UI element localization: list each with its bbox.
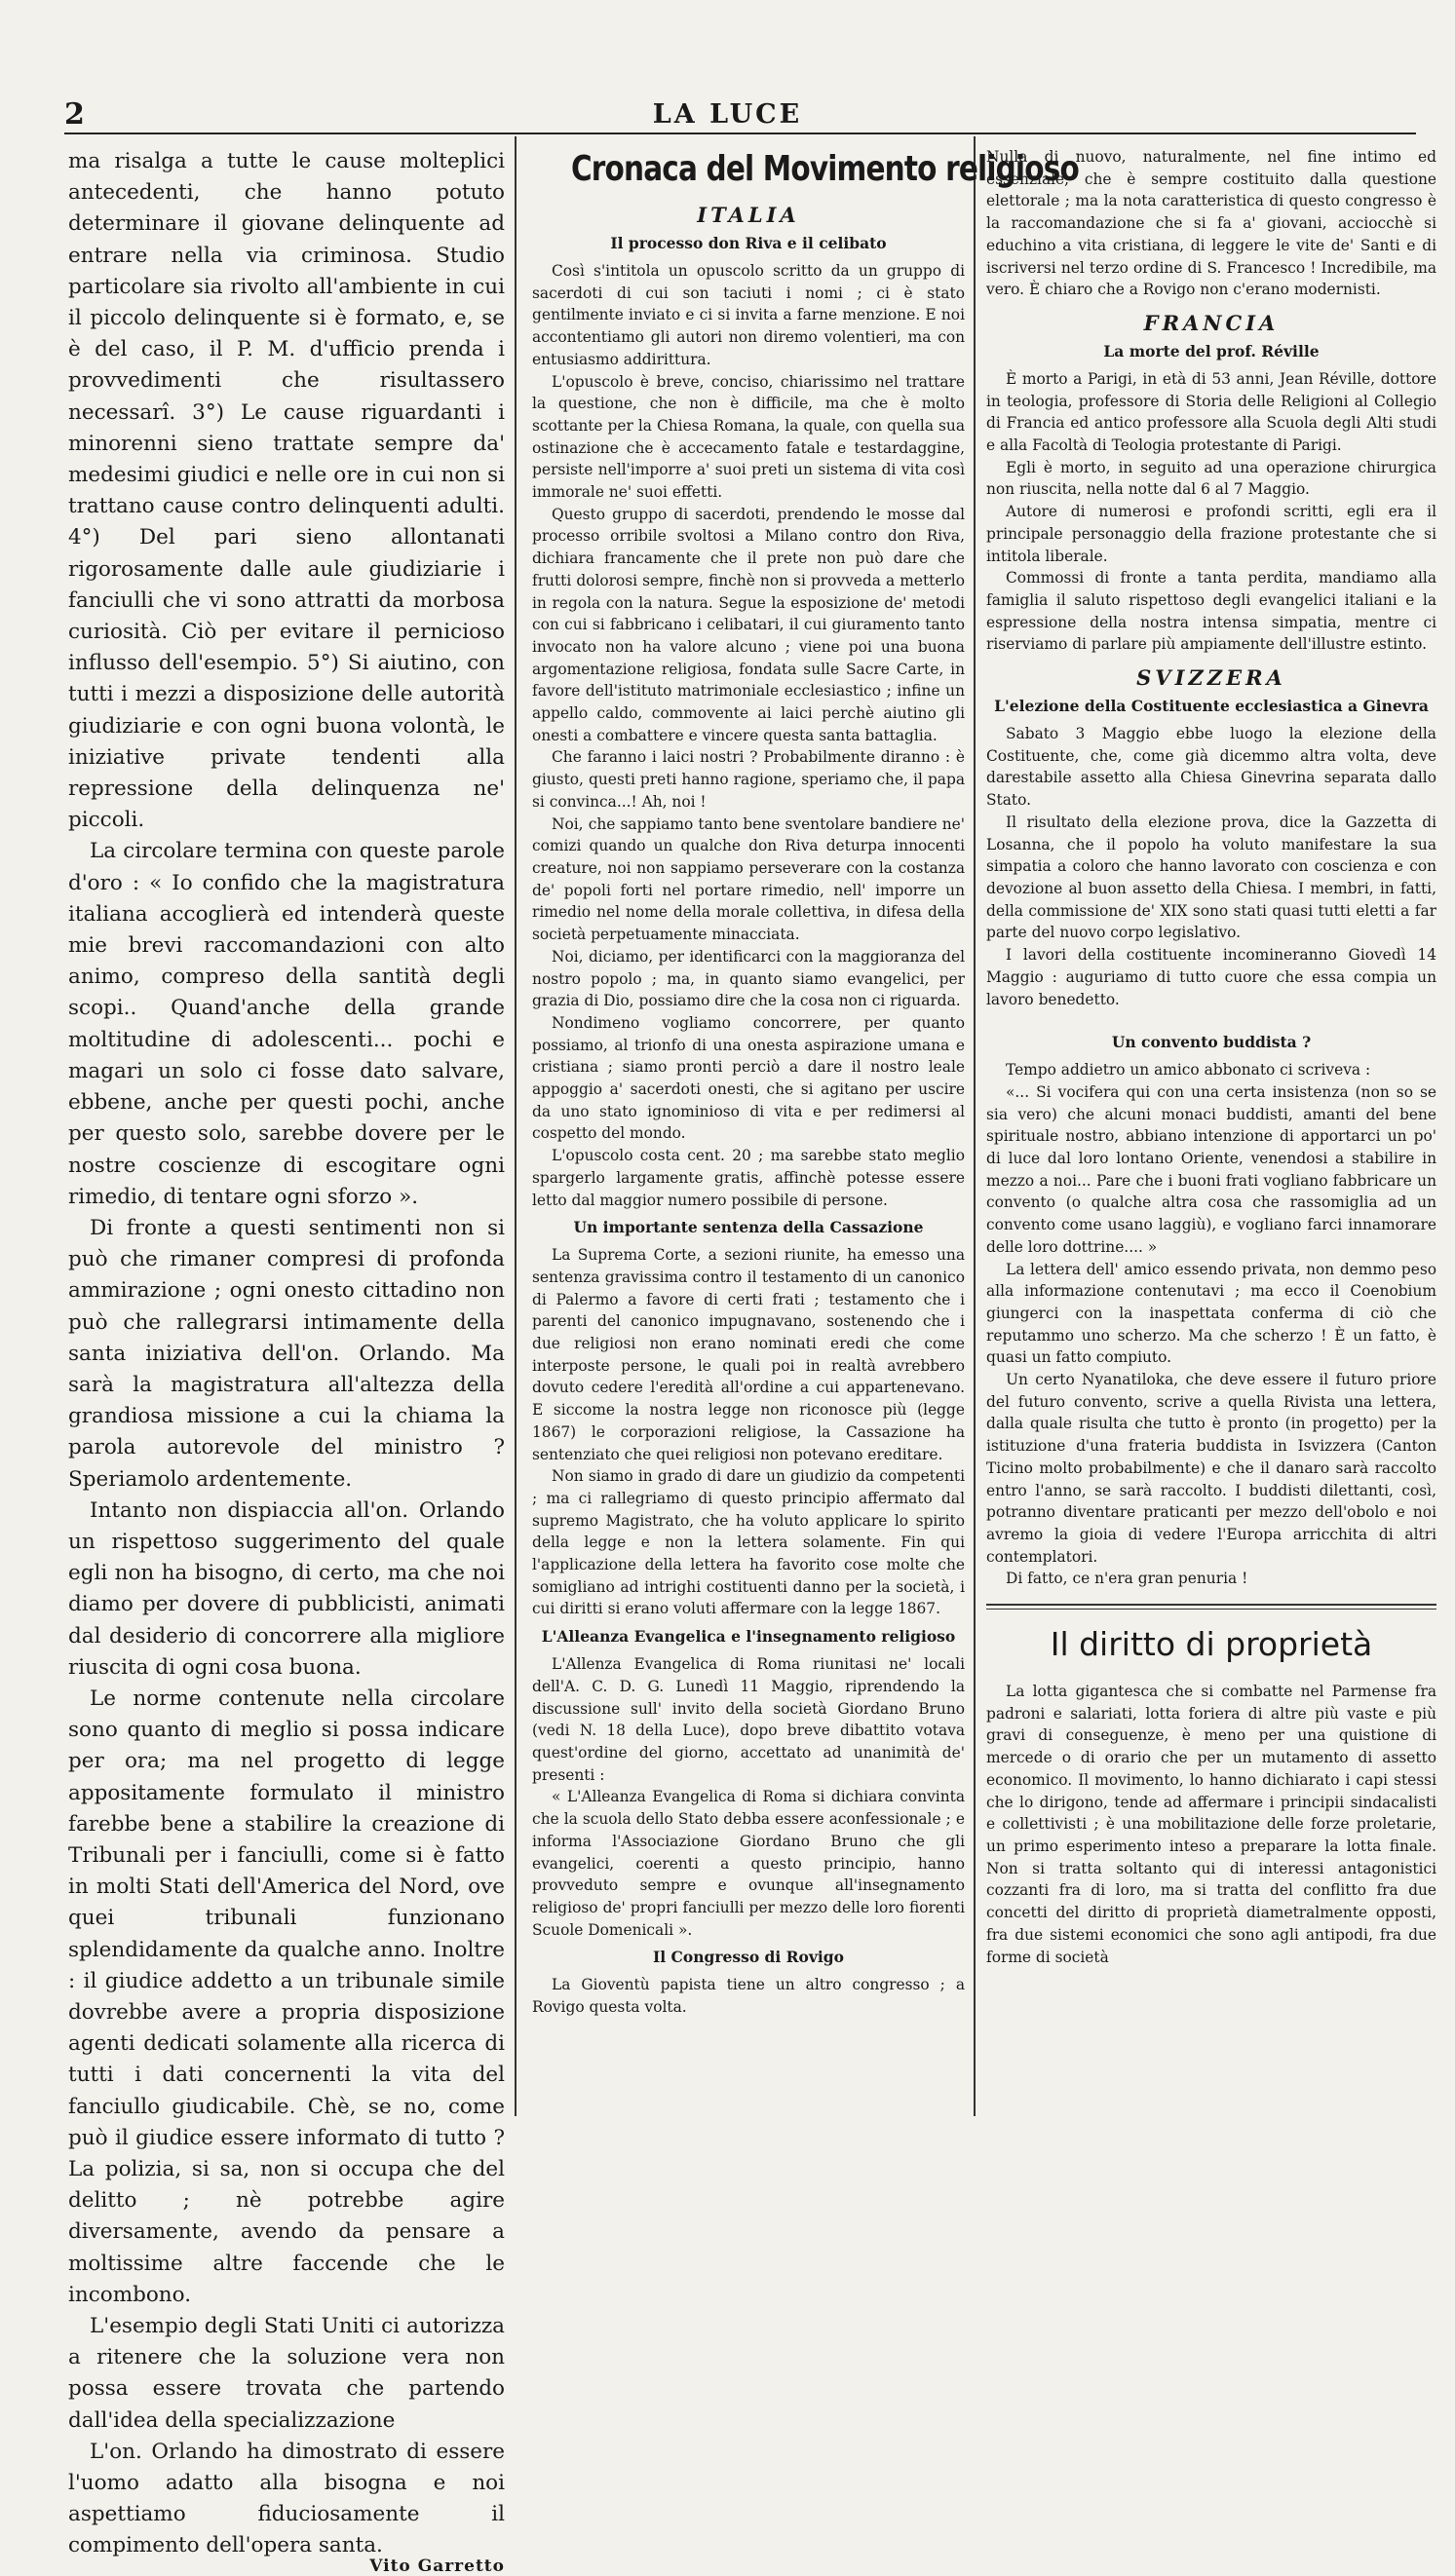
article-paragraph: Nondimeno vogliamo concorrere, per quanto possiamo, al trionfo di una onesta aspirazione umana e cristiana ; siamo pronti perciò a dare il nostro leale appoggio a' sacerdoti onesti, che si agitano per uscire da uno stato ignominioso di vita e per redimersi al cospetto del mondo. [532, 1013, 965, 1143]
article-paragraph: Autore di numerosi e profondi scritti, egli era il principale personaggio della frazione protestante che si intitola liberale. [986, 503, 1436, 565]
article-paragraph: Sabato 3 Maggio ebbe luogo la elezione della Costituente, che, come già dicemmo altra volta, deve darestabile assetto alla Chiesa Ginevrina separata dallo Stato. [986, 725, 1436, 810]
article-paragraph: «... Si vocifera qui con una certa insistenza (non so se sia vero) che alcuni monaci buddisti, amanti del bene spirituale nostro, abbiano intenzione di apportarci un po' di luce dal loro lontano Oriente, venendosi a stabilire in mezzo a noi... Pare che i buoni frati vogliano fabbricare un convento (o qualche altra cosa che rassomiglia ad un convento come usano laggiù), e vogliano farci innamorare delle loro dottrine.... » [986, 1082, 1436, 1256]
article-paragraph: Commossi di fronte a tanta perdita, mandiamo alla famiglia il saluto rispettoso degli evangelici italiani e la espressione della nostra intensa simpatia, mentre ci riserviamo di parlare più ampiamente dell'illustre estinto. [986, 569, 1436, 654]
headline-sentenza: Un importante sentenza della Cassazione [573, 1218, 924, 1237]
article-paragraph: « L'Alleanza Evangelica di Roma si dichiara convinta che la scuola dello Stato debba essere aconfessionale ; e informa l'Associazione Giordano Bruno che gli evangelici, coerenti a questo principio, hanno provveduto sempre e ovunque all'insegnamento religioso de' propri fanciulli per mezzo delle loro fiorenti Scuole Domenicali ». [532, 1788, 965, 1939]
headline-processo: Il processo don Riva e il celibato [610, 234, 887, 252]
article-paragraph: La circolare termina con queste parole d'oro : « Io confido che la magistratura italiana accoglierà ed intenderà queste mie brevi raccomandazioni con alto animo, compreso della santità degli scopi.. Quand'anche della grande moltitudine di adolescenti... pochi e magari un solo ci fosse dato salvare, ebbene, anche per questi pochi, anche per questo solo, sarebbe dovere per le nostre coscienze di escogitare ogni rimedio, di tentare ogni sforzo ». [68, 839, 505, 1209]
author-signature: Vito Garretto [369, 2556, 505, 2576]
country-heading-italia: ITALIA [697, 203, 800, 227]
article-paragraph: Tempo addietro un amico abbonato ci scriveva : [1006, 1061, 1371, 1080]
column-2 [532, 146, 1079, 2019]
article-paragraph: Noi, diciamo, per identificarci con la maggioranza del nostro popolo ; ma, in quanto siamo evangelici, per grazia di Dio, possiamo dire che la cosa non ci riguarda. [532, 947, 965, 1010]
article-paragraph: La lotta gigantesca che si combatte nel Parmense fra padroni e salariati, lotta foriera di altre più vaste e più gravi di conseguenze, è meno per una quistione di mercede o di orario che per un mutamento di assetto economico. Il movimento, lo hanno dichiarato i capi stessi che lo dirigono, tende ad affermare i principii sindacalisti e collettivisti ; è una mobilitazione delle forze proletarie, un primo esperimento inteso a preparare la lotta finale. Non si tratta soltanto qui di interessi antagonistici cozzanti fra di loro, ma si tratta del conflitto fra due concetti del diritto di proprietà diametralmente opposti, fra due sistemi economici che sono agli antipodi, fra due forme di società [986, 1683, 1436, 1966]
headline-ginevra: L'elezione della Costituente ecclesiastica a Ginevra [994, 697, 1429, 716]
column-3 [986, 146, 1436, 1968]
headline-rovigo: Il Congresso di Rovigo [653, 1948, 844, 1967]
article-paragraph: L'opuscolo costa cent. 20 ; ma sarebbe stato meglio spargerlo largamente gratis, affinchè potesse essere letto dal maggior numero possibile di persone. [532, 1147, 965, 1209]
headline-reville: La morte del prof. Réville [1103, 341, 1320, 360]
country-heading-svizzera: SVIZZERA [1136, 665, 1286, 691]
masthead: LA LUCE [652, 99, 803, 130]
article-paragraph: La lettera dell' amico essendo privata, non demmo peso alla informazione contenutavi ; ma ecco il Coenobium giungerci con la inaspettata conferma di ciò che reputammo uno scherzo. Ma che scherzo ! È un fatto, è quasi un fatto compiuto. [986, 1260, 1436, 1367]
article-paragraph: Non siamo in grado di dare un giudizio da competenti ; ma ci rallegriamo di questo principio affermato dal supremo Magistrato, che ha voluto applicare lo spirito della legge e non la lettera solamente. Fin qui l'applicazione della lettera ha favorito cose molte che somigliano ad intrighi costituenti danno per la società, i cui diritti si erano voluti affermare con la legge 1867. [532, 1467, 965, 1618]
article-paragraph: Il risultato della elezione prova, dice la Gazzetta di Losanna, che il popolo ha voluto manifestare la sua simpatia a coloro che hanno lavorato con coscienza e con devozione al buon assetto della Chiesa. I membri, in fatti, della commissione de' XIX sono stati quasi tutti eletti a far parte del nuovo corpo legislativo. [986, 813, 1436, 942]
article-paragraph: La Suprema Corte, a sezioni riunite, ha emesso una sentenza gravissima contro il testamento di un canonico di Palermo a favore di certi frati ; testamento che i parenti del canonico impugnavano, sostenendo che i due religiosi non erano nominati eredi che come interposte persone, le quali poi in realtà avrebbero dovuto cedere l'eredità all'ordine a cui appartenevano. E siccome la nostra legge non riconosce più (legge 1867) le corporazioni religiose, la Cassazione ha sentenziato che quei religiosi non potevano ereditare. [532, 1246, 965, 1463]
article-paragraph: L'on. Orlando ha dimostrato di essere l'uomo adatto alla bisogna e noi aspettiamo fiduciosamente il compimento dell'opera santa. [68, 2439, 505, 2558]
article-paragraph: Intanto non dispiaccia all'on. Orlando un rispettoso suggerimento del quale egli non ha bisogno, di certo, ma che noi diamo per dovere di pubblicisti, animati dal desiderio di concorrere alla migliore riuscita di ogni cosa buona. [68, 1497, 505, 1680]
article-paragraph: Egli è morto, in seguito ad una operazione chirurgica non riuscita, nella notte dal 6 al 7 Maggio. [986, 458, 1436, 499]
article-paragraph: È morto a Parigi, in età di 53 anni, Jean Réville, dottore in teologia, professore di Storia delle Religioni al Collegio di Francia ed antico professore alla Scuola degli Alti studi e alla Facoltà di Teologia protestante di Parigi. [986, 369, 1436, 455]
section-separator [986, 1604, 1436, 1610]
article-paragraph: Le norme contenute nella circolare sono quanto di meglio si possa indicare per ora; ma nel progetto di legge appositamente formulato il ministro farebbe bene a stabilire la creazione di Tribunali per i fanciulli, come si è fatto in molti Stati dell'America del Nord, ove quei tribunali funzionano splendidamente da qualche anno. Inoltre : il giudice addetto a un tribunale simile dovrebbe avere a propria disposizione agenti dedicati solamente alla ricerca di tutti i dati concernenti la vita del fanciullo giudicabile. Chè, se no, come può il giudice essere informato di tutto ? La polizia, si sa, non si occupa che del delitto ; nè potrebbe agire diversamente, avendo da pensare a moltissime altre faccende che le incombono. [68, 1686, 505, 2307]
headline-buddista: Un convento buddista ? [1111, 1033, 1312, 1052]
article-paragraph: Nulla di nuovo, naturalmente, nel fine intimo ed essenziale, che è sempre costituito dalla questione elettorale ; ma la nota caratteristica di questo congresso è la raccomandazione che si fa a' giovani, acciocchè si educhino a vita cristiana, di leggere le vite de' Santi e di iscriversi nel terzo ordine di S. Francesco ! Incredibile, ma vero. È chiaro che a Rovigo non c'erano modernisti. [986, 148, 1436, 299]
article-paragraph: Che faranno i laici nostri ? Probabilmente diranno : è giusto, questi preti hanno ragione, speriamo che, il papa si convinca...! Ah, noi ! [532, 748, 965, 811]
article-paragraph: Un certo Nyanatiloka, che deve essere il futuro priore del futuro convento, scrive a quella Rivista una lettera, dalla quale risulta che tutto è pronto (in progetto) per la istituzione d'una frateria buddista in Isvizzera (Canton Ticino molto probabilmente) e che il danaro sarà raccolto entro l'anno, se sarà raccolto. I buddisti dilettanti, così, potranno diventare praticanti per mezzo dell'obolo e noi avremo la gioia di vedere l'Europa arricchita di altri contemplatori. [986, 1371, 1436, 1566]
column-divider-1 [515, 136, 517, 2116]
article-paragraph: Di fatto, ce n'era gran penuria ! [1006, 1570, 1248, 1588]
article-paragraph: ma risalga a tutte le cause moltеplici antecedenti, che hanno potuto determinare il giovane delinquente ad entrare nella via criminosa. Studio particolare sia rivolto all'ambiente in cui il piccolo delinquente si è formato, e, se è del caso, il P. M. d'ufficio prenda i provvedimenti che risultassero necessarî. 3°) Le cause riguardanti i minorenni sieno trattate sempre da' medesimi giudici e nelle ore in cui non si trattano cause contro delinquenti adulti. 4°) Del pari sieno allontanati rigorosamente dalle aule giudiziarie i fanciulli che vi sono attratti da morbosa curiosità. Ciò per evitare il pernicioso influsso dell'esempio. 5°) Si aiutino, con tutti i mezzi a disposizione delle autorità giudiziarie e con ogni buona volontà, le iniziative private tendenti alla repressione della delinquenza ne' piccoli. [68, 149, 505, 833]
article-paragraph: La Gioventù papista tiene un altro congresso ; a Rovigo questa volta. [532, 1976, 965, 2017]
country-heading-francia: FRANCIA [1143, 310, 1280, 335]
column-1 [68, 146, 505, 2576]
article-paragraph: Di fronte a questi sentimenti non si può che rimaner compresi di profonda ammirazione ; ogni onesto cittadino non può che rallegrarsi intimamente della santa iniziativa dell'on. Orlando. Ma sarà la magistratura all'altezza della grandiosa missione a cui la chiama la parola autorevole del ministro ? Speriamolo ardentemente. [68, 1215, 505, 1492]
article-title: Il diritto di proprietà [1050, 1625, 1373, 1664]
article-paragraph: Questo gruppo di sacerdoti, prendendo le mosse dal processo orribile svoltosi a Milano contro don Riva, dichiara francamente che il prete non può dare che frutti dolorosi sempre, finchè non si provveda a metterlo in regola con la natura. Segue la esposizione de' metodi con cui si fabbricano i celibatari, il cui giuramento tanto invocato non ha valore alcuno ; viene poi una buona argomentazione religiosa, fondata sulle Sacre Carte, in favore dell'istituto matrimoniale ecclesiastico ; infine un appello caldo, commovente ai laici perchè aiutino gli onesti a combattere e vincere questa santa battaglia. [532, 505, 965, 744]
headline-alleanza: L'Alleanza Evangelica e l'insegnamento religioso [541, 1627, 956, 1647]
article-paragraph: L'Allenza Evangelica di Roma riunitasi ne' locali dell'A. C. D. G. Lunedì 11 Maggio, riprendendo la discussione sull' invito della società Giordano Bruno (vedi N. 18 della Luce), dopo breve dibattito votava quest'ordine del giorno, accettato ad unanimità de' presenti : [532, 1655, 965, 1784]
column-divider-2 [974, 136, 976, 2116]
article-paragraph: L'esempio degli Stati Uniti ci autorizza a ritenere che la soluzione vera non possa essere trovata che partendo dall'idea della specializzazione [68, 2314, 505, 2433]
page-number: 2 [64, 97, 85, 132]
header-rule [64, 133, 1416, 134]
article-paragraph: L'opuscolo è breve, conciso, chiarissimo nel trattare la questione, che non è difficile, ma che è molto scottante per la Chiesa Romana, la quale, con quella sua ostinazione che è accecamento fatale e testardaggine, persiste nell'imporre a' suoi preti un sistema di vita così immorale ne' suoi effetti. [532, 372, 965, 502]
section-title: Cronaca del Movimento religioso [570, 149, 1079, 189]
article-paragraph: I lavori della costituente incomineranno Giovedì 14 Maggio : auguriamo di tutto cuore che essa compia un lavoro benedetto. [986, 946, 1436, 1008]
article-paragraph: Così s'intitola un opuscolo scritto da un gruppo di sacerdoti di cui son taciuti i nomi ; ci è stato gentilmente inviato e ci si invita a farne menzione. E noi accontentiamo gli autori non diremo volentieri, ma con entusiasmo addirittura. [532, 262, 965, 368]
article-paragraph: Noi, che sappiamo tanto bene sventolare bandiere ne' comizi quando un qualche don Riva deturpa innocenti creature, noi non sappiamo perseverare con la costanza de' popoli forti nel portare rimedio, nell' imporre un rimedio nel nome della morale collettiva, in difesa della società perpetuamente minacciata. [532, 814, 965, 944]
